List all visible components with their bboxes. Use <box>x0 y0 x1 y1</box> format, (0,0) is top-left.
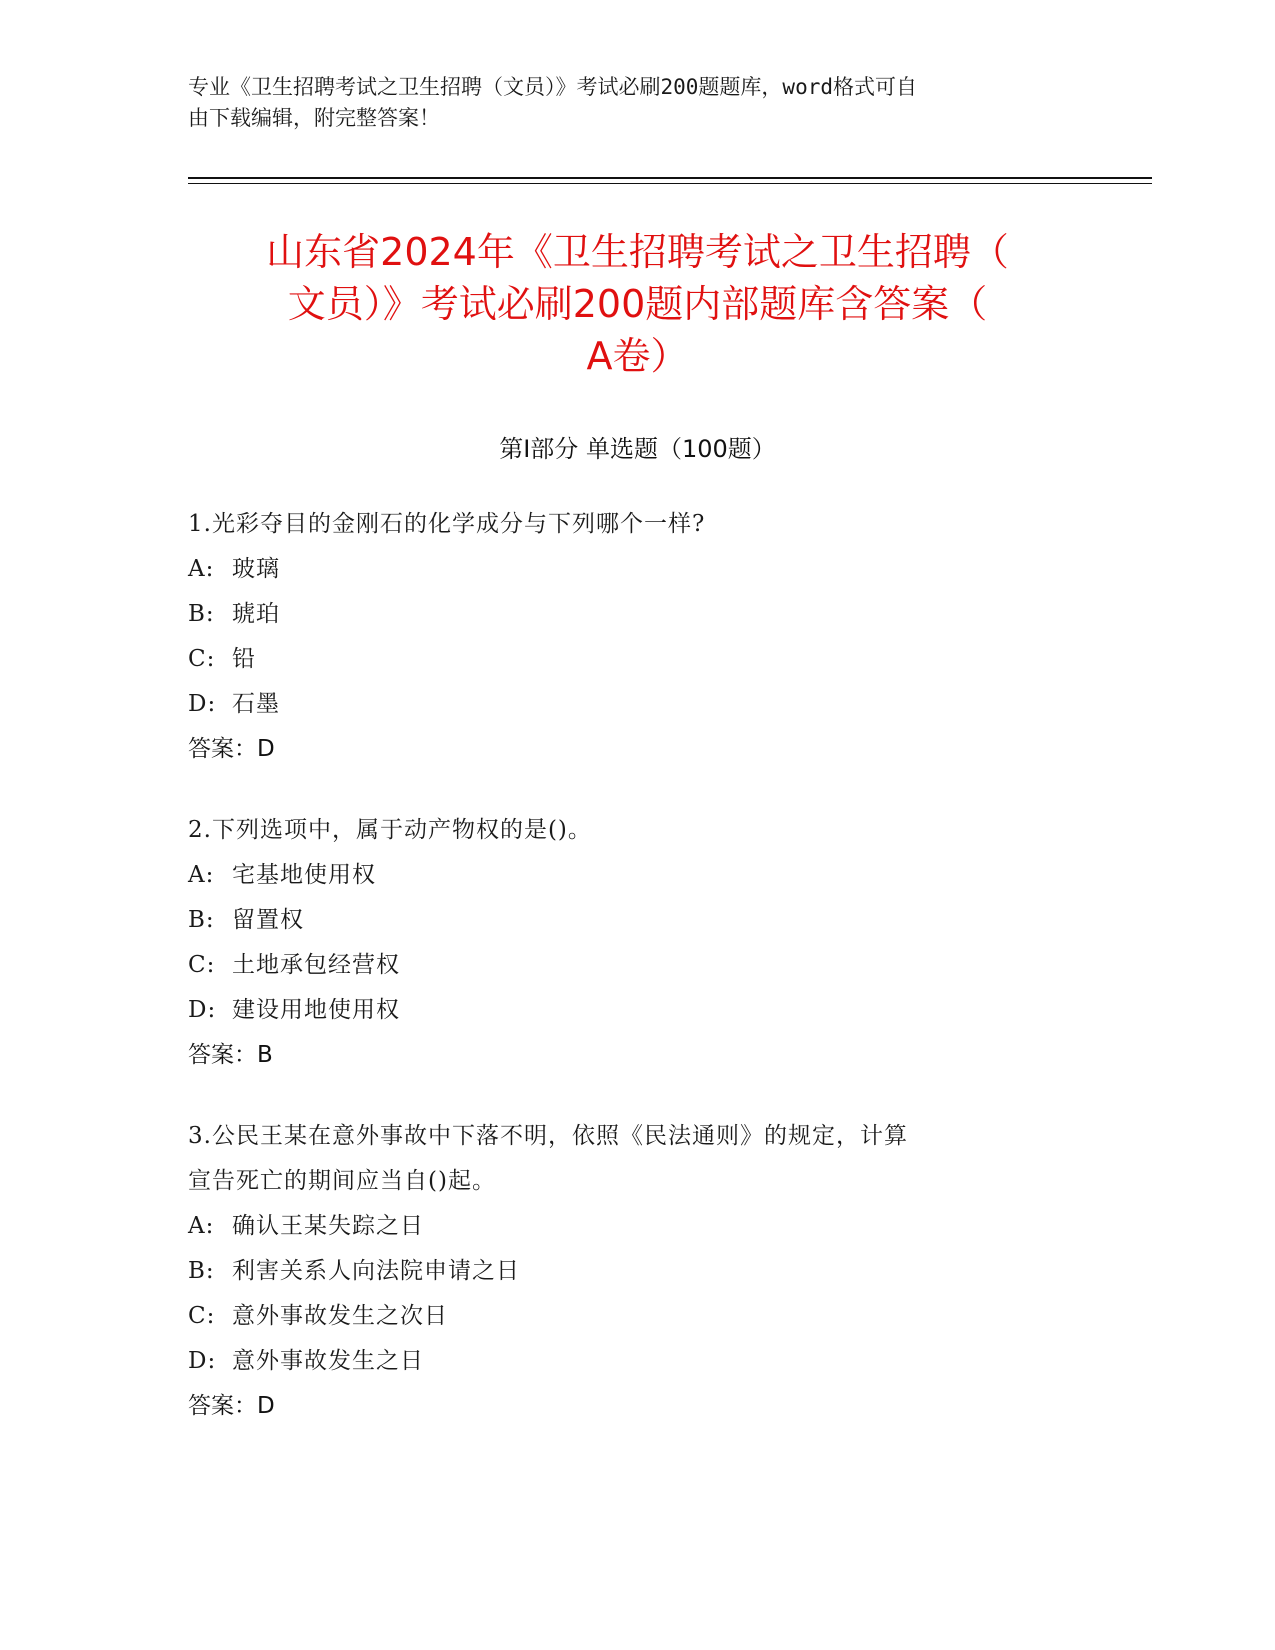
option-letter: D: <box>188 691 217 717</box>
option-letter: B: <box>188 601 215 627</box>
option-d <box>188 682 1068 727</box>
option-text: 琥珀 <box>232 601 280 627</box>
option-b <box>188 898 1068 943</box>
header-divider-thick <box>188 177 1152 179</box>
document-title <box>150 226 1125 382</box>
question-stem: 1.光彩夺目的金刚石的化学成分与下列哪个一样? <box>188 511 706 537</box>
option-a <box>188 853 1068 898</box>
option-a <box>188 547 1068 592</box>
answer-line: 答案：D <box>188 1393 275 1419</box>
question-1 <box>188 502 1068 772</box>
question-3 <box>188 1114 1068 1429</box>
option-letter: D: <box>188 997 217 1023</box>
option-text: 建设用地使用权 <box>232 997 400 1023</box>
option-letter: D: <box>188 1348 217 1374</box>
option-d <box>188 1339 1068 1384</box>
option-c <box>188 637 1068 682</box>
option-letter: B: <box>188 907 215 933</box>
option-letter: A: <box>188 556 215 582</box>
intro-line: 由下载编辑，附完整答案！ <box>188 106 440 130</box>
option-text: 意外事故发生之次日 <box>232 1303 448 1329</box>
title-line: 文员）》考试必刷200题内部题库含答案（ <box>287 282 988 326</box>
section-title: 第Ⅰ部分 单选题（100题） <box>499 435 776 463</box>
option-letter: A: <box>188 862 215 888</box>
option-text: 意外事故发生之日 <box>232 1348 424 1374</box>
title-line: 山东省2024年《卫生招聘考试之卫生招聘（ <box>266 230 1009 274</box>
option-letter: C: <box>188 952 216 978</box>
title-line: A卷） <box>586 334 689 378</box>
intro-line: 专业《卫生招聘考试之卫生招聘（文员）》考试必刷200题题库，word格式可自 <box>188 75 917 99</box>
option-b <box>188 1249 1068 1294</box>
option-text: 留置权 <box>232 907 304 933</box>
question-2 <box>188 808 1068 1078</box>
answer-line: 答案：B <box>188 1042 273 1068</box>
option-text: 宅基地使用权 <box>232 862 376 888</box>
question-stem: 2.下列选项中，属于动产物权的是()。 <box>188 817 592 843</box>
option-text: 确认王某失踪之日 <box>232 1213 424 1239</box>
option-letter: A: <box>188 1213 215 1239</box>
option-text: 铅 <box>232 646 256 672</box>
question-stem-continued: 宣告死亡的期间应当自()起。 <box>188 1168 496 1194</box>
option-letter: C: <box>188 1303 216 1329</box>
option-text: 玻璃 <box>232 556 280 582</box>
header-divider-thin <box>188 183 1152 184</box>
answer-line: 答案：D <box>188 736 275 762</box>
question-stem: 3.公民王某在意外事故中下落不明，依照《民法通则》的规定，计算 <box>188 1123 908 1149</box>
option-text: 利害关系人向法院申请之日 <box>232 1258 520 1284</box>
option-text: 土地承包经营权 <box>232 952 400 978</box>
option-c <box>188 1294 1068 1339</box>
intro-text <box>188 72 1088 134</box>
option-a <box>188 1204 1068 1249</box>
option-c <box>188 943 1068 988</box>
option-b <box>188 592 1068 637</box>
option-text: 石墨 <box>232 691 280 717</box>
option-letter: B: <box>188 1258 215 1284</box>
option-letter: C: <box>188 646 216 672</box>
option-d <box>188 988 1068 1033</box>
